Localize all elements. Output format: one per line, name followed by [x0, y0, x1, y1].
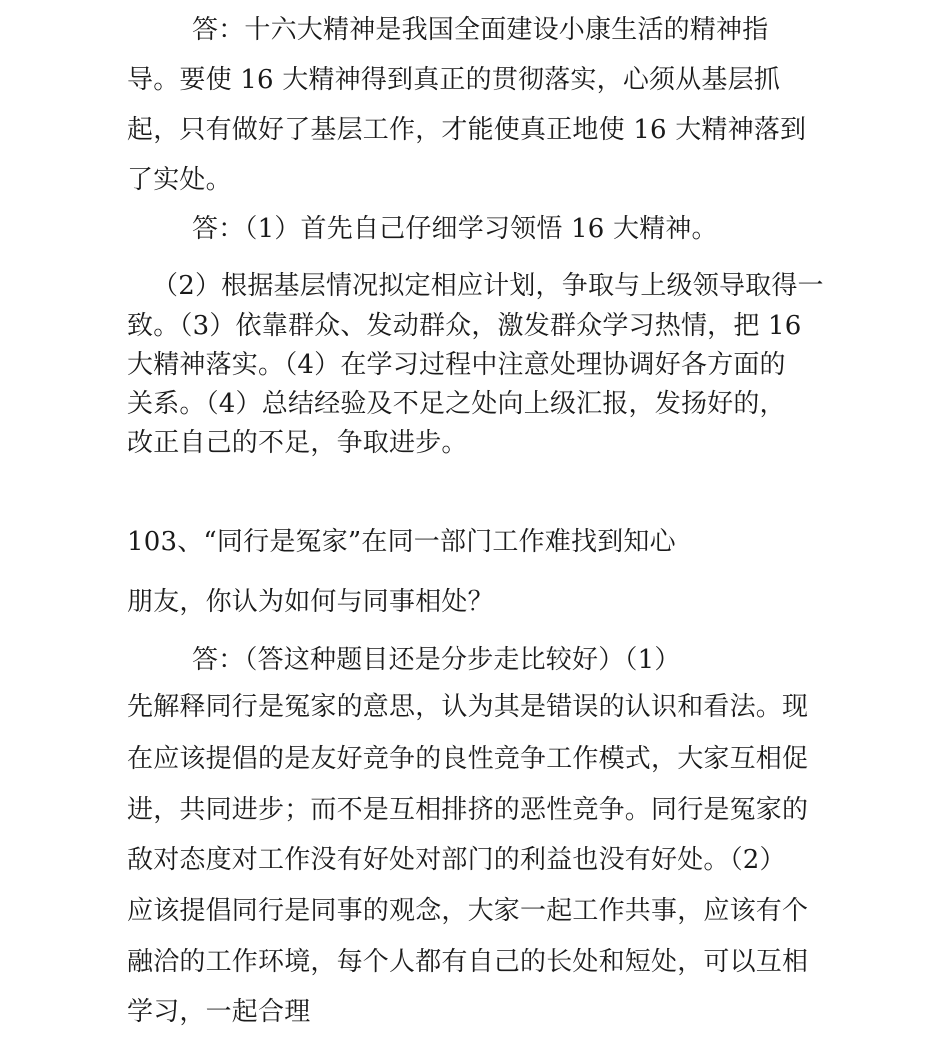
answer-line: 进，共同进步；而不是互相排挤的恶性竞争。同行是冤家的 [127, 795, 809, 825]
paragraph-line: 起，只有做好了基层工作，才能使真正地使 16 大精神落到 [127, 115, 807, 145]
paragraph-line: 致。（3）依靠群众、发动群众，激发群众学习热情，把 16 [127, 311, 802, 341]
answer-line: 应该提倡同行是同事的观念，大家一起工作共事，应该有个 [127, 896, 809, 926]
paragraph-line: 大精神落实。（4）在学习过程中注意处理协调好各方面的 [127, 350, 786, 380]
paragraph-line: 答：（1）首先自己仔细学习领悟 16 大精神。 [192, 214, 718, 244]
answer-line: 先解释同行是冤家的意思，认为其是错误的认识和看法。现 [127, 692, 809, 722]
answer-line: 融洽的工作环境，每个人都有自己的长处和短处，可以互相 [127, 947, 809, 977]
question-line: 103、“同行是冤家”在同一部门工作难找到知心 [127, 527, 676, 557]
paragraph-line: （2）根据基层情况拟定相应计划，争取与上级领导取得一 [152, 271, 824, 301]
question-line: 朋友，你认为如何与同事相处？ [127, 587, 494, 617]
paragraph-line: 改正自己的不足，争取进步。 [127, 428, 468, 458]
answer-line: 学习，一起合理 [127, 997, 311, 1027]
answer-line: 答：（答这种题目还是分步走比较好）（1） [192, 645, 681, 675]
answer-line: 敌对态度对工作没有好处对部门的利益也没有好处。（2） [127, 845, 786, 875]
paragraph-line: 答：十六大精神是我国全面建设小康生活的精神指 [192, 15, 769, 45]
answer-line: 在应该提倡的是友好竞争的良性竞争工作模式，大家互相促 [127, 744, 809, 774]
paragraph-line: 关系。（4）总结经验及不足之处向上级汇报，发扬好的， [127, 389, 786, 419]
paragraph-line: 导。要使 16 大精神得到真正的贯彻落实，心须从基层抓 [127, 65, 781, 95]
paragraph-line: 了实处。 [127, 165, 232, 195]
